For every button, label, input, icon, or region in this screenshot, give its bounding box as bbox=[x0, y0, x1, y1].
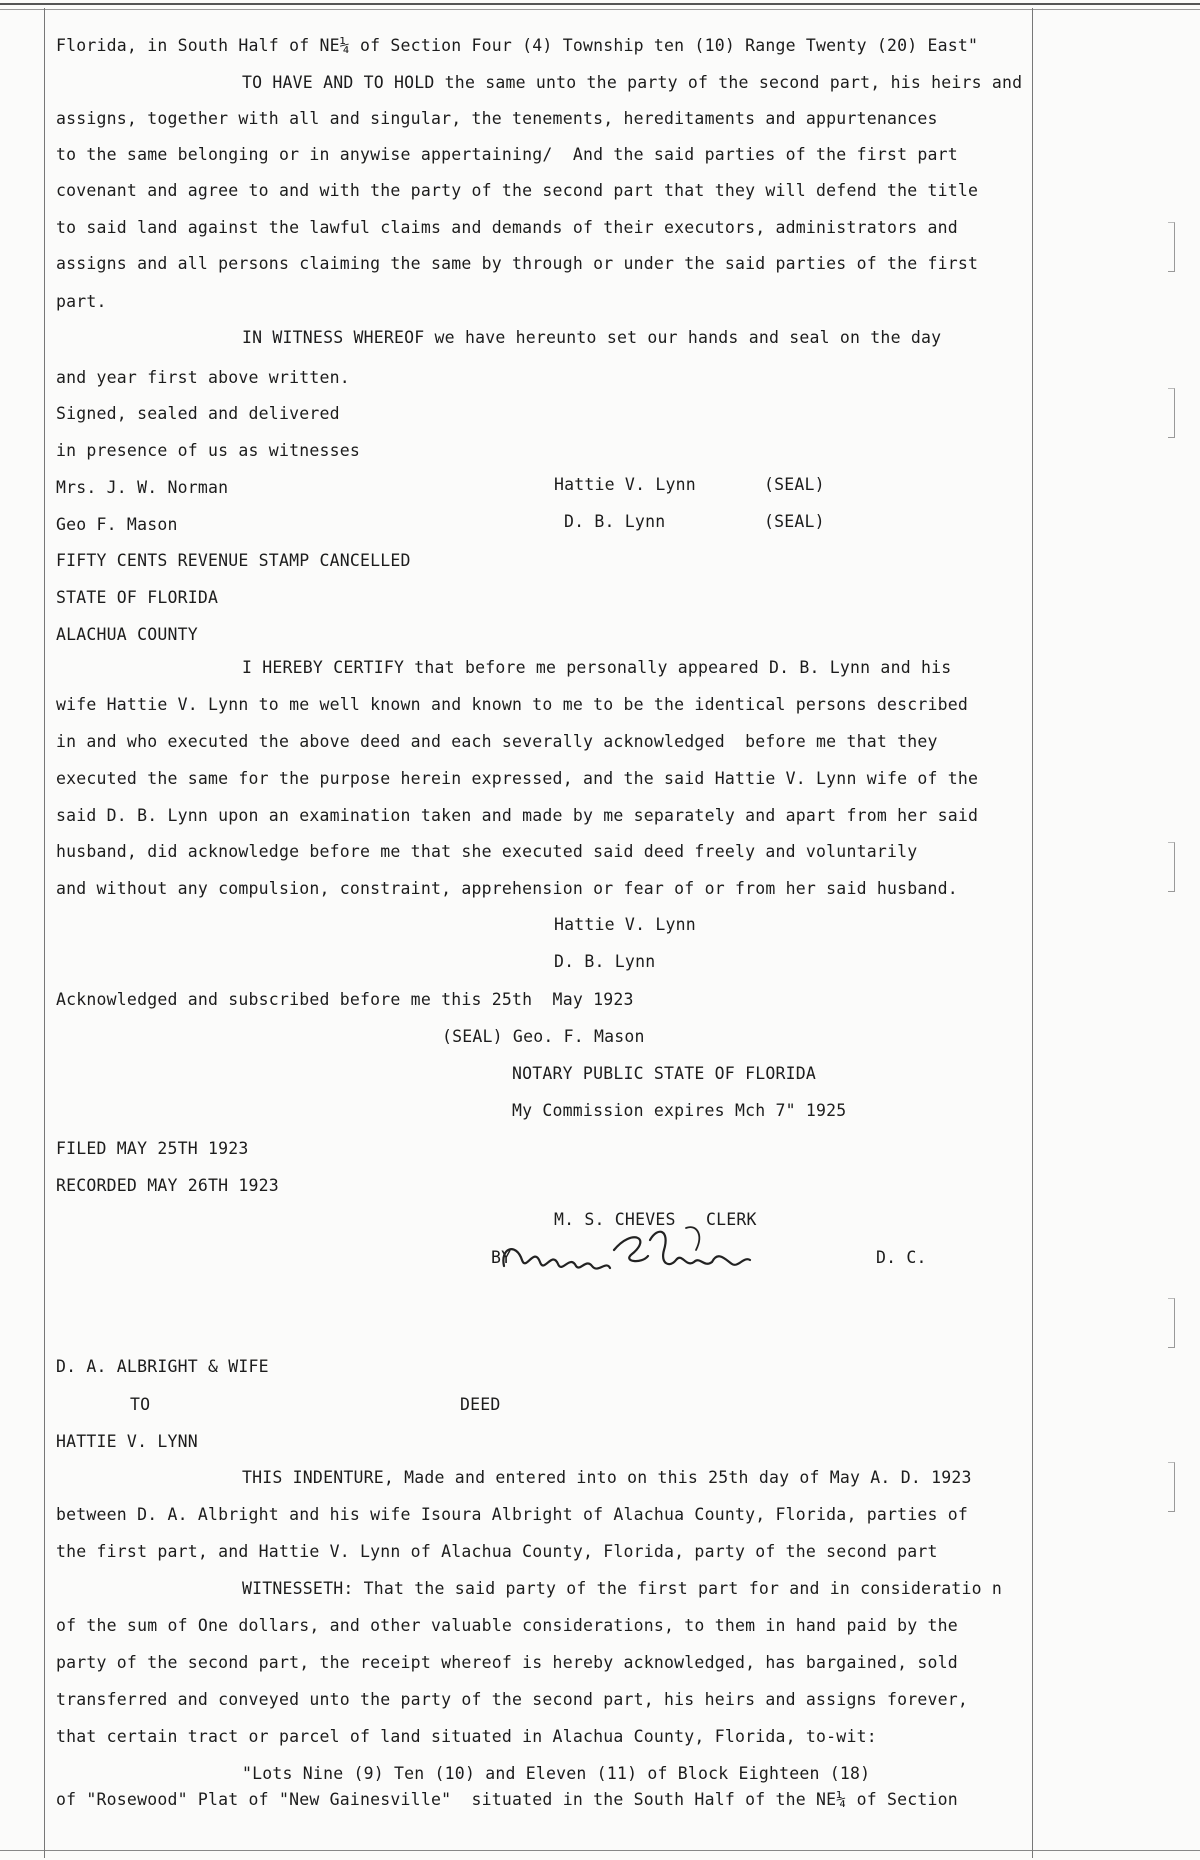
margin-bracket bbox=[1168, 842, 1175, 892]
clerk-line: M. S. CHEVES CLERK bbox=[554, 1210, 757, 1229]
top-rule bbox=[0, 3, 1200, 5]
margin-bracket bbox=[1168, 1298, 1175, 1348]
text-line: to said land against the lawful claims and demands of their executors, administrators and bbox=[56, 218, 958, 237]
faded-mark bbox=[1052, 73, 1059, 86]
text-line: of "Rosewood" Plat of "New Gainesville" situated in the South Half of the NE¼ of Section bbox=[56, 1790, 958, 1809]
text-line: of the sum of One dollars, and other valuable considerations, to them in hand paid by the bbox=[56, 1616, 958, 1635]
text-line: WITNESSETH: That the said party of the first part for and in consideratio n bbox=[242, 1579, 1003, 1598]
text-line: Signed, sealed and delivered bbox=[56, 404, 340, 423]
by-label: BY bbox=[491, 1248, 512, 1267]
text-line: in presence of us as witnesses bbox=[56, 441, 361, 460]
text-line: IN WITNESS WHEREOF we have hereunto set our hands and seal on the day bbox=[242, 328, 942, 347]
text-line: to the same belonging or in anywise appertaining/ And the said parties of the first part bbox=[56, 145, 958, 164]
filed-date: FILED MAY 25TH 1923 bbox=[56, 1139, 249, 1158]
text-line: executed the same for the purpose herein expressed, and the said Hattie V. Lynn wife of the bbox=[56, 769, 979, 788]
text-line: and year first above written. bbox=[56, 368, 350, 387]
text-line: Acknowledged and subscribed before me this 25th May 1923 bbox=[56, 990, 634, 1009]
notary-title: NOTARY PUBLIC STATE OF FLORIDA bbox=[512, 1064, 817, 1083]
deed-label: DEED bbox=[460, 1395, 501, 1414]
text-line: and without any compulsion, constraint, apprehension or fear of or from her said husband. bbox=[56, 879, 958, 898]
deputy-clerk-label: D. C. bbox=[876, 1248, 927, 1267]
grantor-heading: D. A. ALBRIGHT & WIFE bbox=[56, 1357, 269, 1376]
to-label: TO bbox=[130, 1395, 151, 1414]
text-line: part. bbox=[56, 292, 107, 311]
margin-bracket bbox=[1168, 1462, 1175, 1512]
notary-name: (SEAL) Geo. F. Mason bbox=[442, 1027, 645, 1046]
text-line: "Lots Nine (9) Ten (10) and Eleven (11) of Block Eighteen (18) bbox=[242, 1764, 871, 1783]
text-line: Florida, in South Half of NE¼ of Section Four (4) Township ten (10) Range Twenty (20) East" bbox=[56, 36, 979, 55]
witness-name: Geo F. Mason bbox=[56, 515, 178, 534]
right-margin-line bbox=[1032, 8, 1033, 1858]
top-rule-secondary bbox=[0, 9, 1200, 10]
text-line: wife Hattie V. Lynn to me well known and known to me to be the identical persons described bbox=[56, 695, 969, 714]
text-line: FIFTY CENTS REVENUE STAMP CANCELLED bbox=[56, 551, 411, 570]
text-line: TO HAVE AND TO HOLD the same unto the party of the second part, his heirs and bbox=[242, 73, 1023, 92]
commission-line: My Commission expires Mch 7" 1925 bbox=[512, 1101, 847, 1120]
text-line: in and who executed the above deed and each severally acknowledged before me that they bbox=[56, 732, 938, 751]
text-line: transferred and conveyed unto the party of the second part, his heirs and assigns forever, bbox=[56, 1690, 969, 1709]
signer-name: D. B. Lynn bbox=[554, 952, 656, 971]
text-line: assigns and all persons claiming the same by through or under the said parties of the first bbox=[56, 254, 979, 273]
text-line: covenant and agree to and with the party of the second part that they will defend the title bbox=[56, 181, 979, 200]
grantee-heading: HATTIE V. LYNN bbox=[56, 1432, 198, 1451]
left-margin-line bbox=[44, 8, 45, 1858]
text-line: party of the second part, the receipt whereof is hereby acknowledged, has bargained, sold bbox=[56, 1653, 958, 1672]
text-line: STATE OF FLORIDA bbox=[56, 588, 219, 607]
witness-name: Mrs. J. W. Norman bbox=[56, 478, 229, 497]
text-line: said D. B. Lynn upon an examination taken and made by me separately and apart from her said bbox=[56, 806, 979, 825]
seal-mark: (SEAL) bbox=[764, 475, 825, 494]
text-line: I HEREBY CERTIFY that before me personally appeared D. B. Lynn and his bbox=[242, 658, 952, 677]
text-line: that certain tract or parcel of land situated in Alachua County, Florida, to-wit: bbox=[56, 1727, 877, 1746]
signer-name: D. B. Lynn bbox=[564, 512, 666, 531]
signer-name: Hattie V. Lynn bbox=[554, 475, 696, 494]
clerk-signature bbox=[482, 1220, 782, 1290]
text-line: husband, did acknowledge before me that she executed said deed freely and voluntarily bbox=[56, 842, 918, 861]
text-line: ALACHUA COUNTY bbox=[56, 625, 198, 644]
text-line: THIS INDENTURE, Made and entered into on this 25th day of May A. D. 1923 bbox=[242, 1468, 972, 1487]
recorded-date: RECORDED MAY 26TH 1923 bbox=[56, 1176, 279, 1195]
margin-bracket bbox=[1168, 388, 1175, 438]
seal-mark: (SEAL) bbox=[764, 512, 825, 531]
text-line: the first part, and Hattie V. Lynn of Alachua County, Florida, party of the second part bbox=[56, 1542, 938, 1561]
signer-name: Hattie V. Lynn bbox=[554, 915, 696, 934]
margin-bracket bbox=[1168, 222, 1175, 272]
bottom-rule bbox=[0, 1850, 1200, 1851]
text-line: assigns, together with all and singular, the tenements, hereditaments and appurtenances bbox=[56, 109, 938, 128]
text-line: between D. A. Albright and his wife Isoura Albright of Alachua County, Florida, parties of bbox=[56, 1505, 969, 1524]
